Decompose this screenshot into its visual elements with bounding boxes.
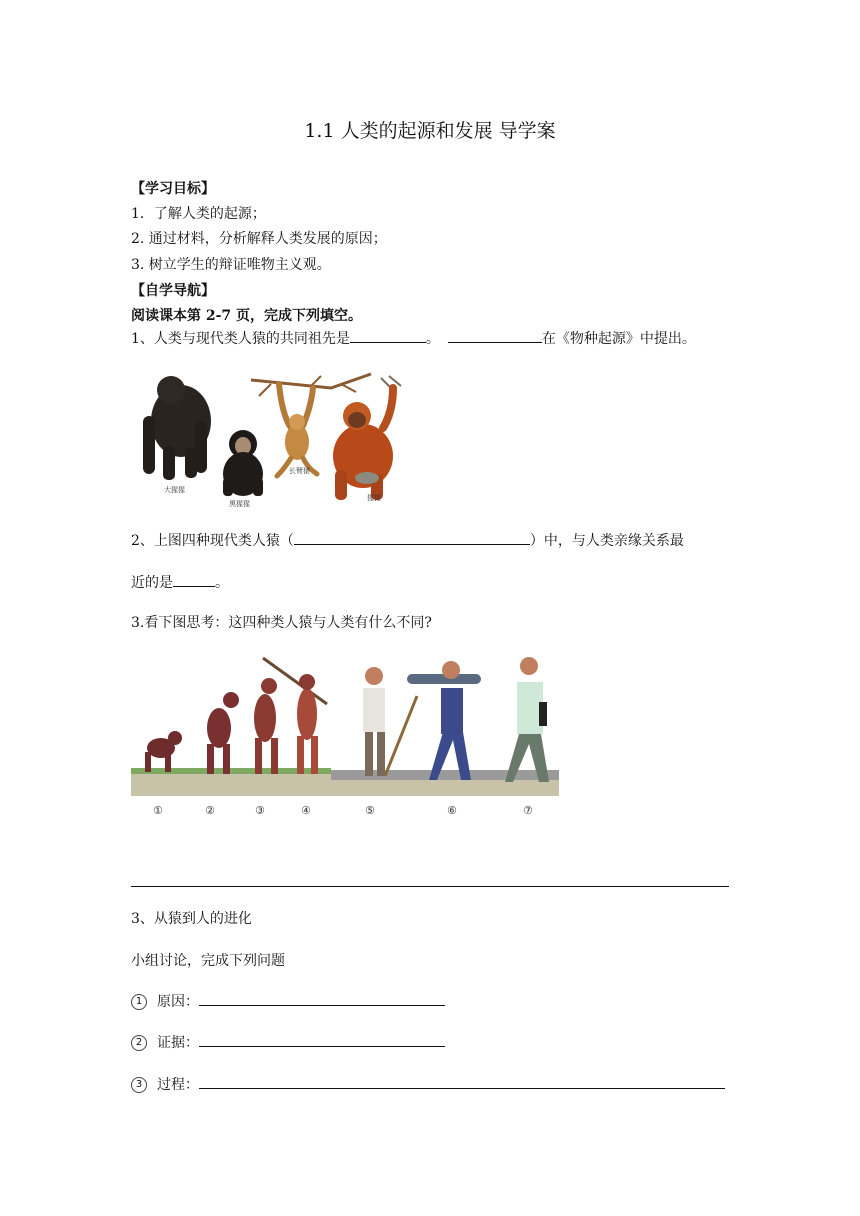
discussion-instruction: 小组讨论，完成下列问题 [131, 953, 285, 969]
question-2-text-a: 2、上图四种现代类人猿（ [131, 533, 294, 549]
circled-number: 1 [131, 994, 147, 1010]
ape-label-orangutan: 猩猩 [367, 494, 381, 502]
guide-instruction: 阅读课本第 2-7 页，完成下列填空。 [131, 308, 363, 324]
apes-image [131, 366, 421, 512]
page-title: 1.1 人类的起源和发展 导学案 [304, 120, 556, 142]
question-1-text-c: 在《物种起源》中提出。 [541, 331, 696, 347]
question-1-text-a: 1、人类与现代类人猿的共同祖先是 [131, 331, 350, 347]
orangutan-illustration [333, 376, 401, 500]
chimpanzee-illustration [223, 430, 263, 496]
evolution-number: ③ [255, 804, 265, 817]
question-2-text-c: 近的是 [131, 575, 173, 591]
discussion-item-evidence [131, 1032, 445, 1052]
guide-heading: 【自学导航】 [131, 283, 215, 299]
answer-blank[interactable] [199, 1032, 445, 1047]
objectives-heading: 【学习目标】 [131, 181, 215, 197]
evolution-image [131, 652, 559, 822]
answer-blank[interactable] [448, 328, 542, 343]
reason-label: 原因： [157, 994, 199, 1010]
evolution-number: ⑥ [447, 804, 457, 817]
answer-blank[interactable] [173, 572, 215, 587]
evolution-number: ⑦ [523, 804, 533, 817]
objective-item: 2. 通过材料，分析解释人类发展的原因； [131, 231, 387, 247]
evolution-number: ⑤ [365, 804, 375, 817]
question-1 [131, 328, 696, 348]
ape-label-gibbon: 长臂猿 [289, 467, 310, 475]
evolution-number: ④ [301, 804, 311, 817]
question-1-text-b: 。 [425, 331, 440, 347]
objective-item: 1．了解人类的起源； [131, 206, 266, 222]
answer-blank[interactable] [199, 991, 445, 1006]
ape-label-chimpanzee: 黑猩猩 [229, 500, 250, 508]
section-3-heading: 3、从猿到人的进化 [131, 911, 252, 927]
question-2-text-b: ）中，与人类亲缘关系最 [529, 533, 684, 549]
evidence-label: 证据： [157, 1035, 199, 1051]
objective-item: 3. 树立学生的辩证唯物主义观。 [131, 257, 331, 273]
ape-label-gorilla: 大猩猩 [164, 486, 185, 494]
evolution-figure-3 [254, 678, 278, 774]
question-3: 3.看下图思考：这四种类人猿与人类有什么不同? [131, 615, 432, 631]
circled-number: 2 [131, 1035, 147, 1051]
answer-line[interactable] [131, 886, 729, 887]
circled-number: 3 [131, 1077, 147, 1093]
question-2-line-2 [131, 572, 229, 592]
discussion-item-process [131, 1074, 725, 1094]
answer-blank[interactable] [199, 1074, 725, 1089]
answer-blank[interactable] [294, 530, 530, 545]
process-label: 过程： [157, 1077, 199, 1093]
question-2-line-1 [131, 530, 684, 550]
evolution-number: ① [153, 804, 163, 817]
question-2-text-d: 。 [215, 575, 229, 591]
evolution-figure-7 [505, 657, 549, 782]
evolution-number: ② [205, 804, 215, 817]
gorilla-illustration [143, 376, 211, 480]
evolution-figure-6 [407, 661, 481, 780]
answer-blank[interactable] [350, 328, 426, 343]
evolution-figure-1 [145, 731, 182, 772]
evolution-figure-2 [207, 692, 239, 774]
discussion-item-reason [131, 991, 445, 1011]
evolution-figure-5 [363, 667, 417, 776]
